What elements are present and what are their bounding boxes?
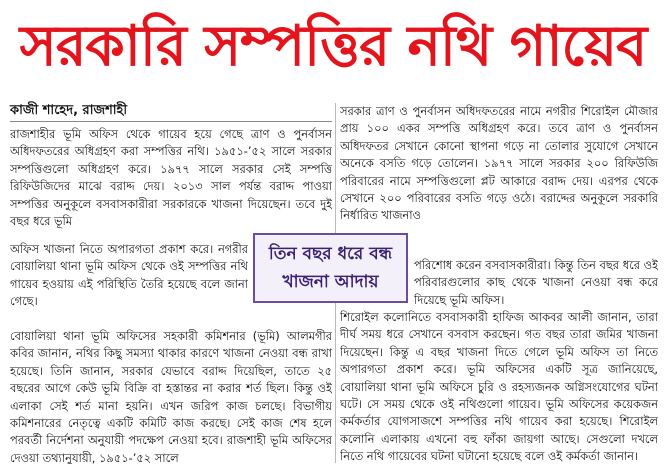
article-body-left-bottom [10, 328, 332, 464]
pull-quote-line-2: খাজনা আদায় [282, 272, 379, 292]
paragraph: বোয়ালিয়া থানা ভূমি অফিসের সহকারী কমিশনার (ভূমি) আলমগীর কবির জানান, নথির কিছু সমস্যা থাকার কারণে খাজনা নেওয়া বন্ধ রাখা হয়েছে। তিনি জানান, সরকার যেভাবে বরাদ্দ দিয়েছিল, তাতে ২৫ বছরের আগে কেউ ভূমি বিক্রি বা হস্তান্তর না করার শর্ত ছিল। কিন্তু ওই এলাকা সেই শর্ত মানা হয়নি। এখন জরিপ কাজ চলছে। বিভাগীয় কমিশনারের নেতৃত্বে একটি কমিটি কাজ করছে। সেই কাজ শেষ হলে পরবর্তী নির্দেশনা অনুযায়ী পদক্ষেপ নেওয়া হবে। রাজশাহী ভূমি অফিসের দেওয়া তথ্যানুযায়ী, ১৯৫১-’৫২ সালে [10, 329, 332, 464]
pull-quote-line-1: তিন বছর ধরে বন্ধ [268, 244, 393, 264]
article-body-right-top [340, 103, 658, 260]
article-body-right-middle [414, 257, 658, 309]
paragraph: সরকার ত্রাণ ও পুনর্বাসন অধিদফতরের নামে নগরীর শিরোইল মৌজার প্রায় ১০০ একর সম্পত্তি অধিগ্রহণ করে। তবে ত্রাণ ও পুনর্বাসন অধিদফতর সেখানে কোনো স্থাপনা গড়ে না তোলার সুযোগে সেখানে অনেকে বসতি গড়ে তোলেন। ১৯৭৭ সালে সরকার ২০০ রিফিউজি পরিবারের নামে সম্পত্তিগুলো প্লট আকারে বরাদ্দ দেয়। এরপর থেকে সেখানে ২০০ পরিবারের বসতি গড়ে ওঠে। বরাদ্দের অনুকূলে সরকারি নির্ধারিত খাজনাও [340, 104, 658, 223]
paragraph: পরিশোধ করেন বসবাসকারীরা। কিন্তু তিন বছর ধরে ওই পরিবারগুলোর কাছ থেকে খাজনা নেওয়া বন্ধ করে দিয়েছে ভূমি অফিস। [414, 258, 658, 307]
paragraph: রাজশাহীর ভূমি অফিস থেকে গায়েব হয়ে গেছে ত্রাণ ও পুনর্বাসন অধিদফতরের অধিগ্রহণ করা সম্পত্তির নথি। ১৯৫১-’৫২ সালে সরকার সম্পত্তিগুলো অধিগ্রহণ করে। ১৯৭৭ সালে সরকার সেই সম্পত্তি রিফিউজিদের মাঝে বরাদ্দ দেয়। ২০১৩ সাল পর্যন্ত বরাদ্দ পাওয়া সম্পত্তির অনুকূলে বসবাসকারীরা সরকারকে খাজনা দিয়েছেন। তবে দুই বছর ধরে ভূমি [10, 127, 332, 229]
article-body-left-top [10, 126, 332, 241]
byline: কাজী শাহেদ, রাজশাহী [10, 101, 332, 122]
article-body-right-bottom [340, 309, 658, 464]
paragraph: শিরোইল কলোনিতে বসবাসকারী হাফিজ আকবর আলী জানান, তারা দীর্ঘ সময় ধরে সেখানে বসবাস করছেন। গত বছর তারা জমির খাজনা দিয়েছেন। কিন্তু এ বছর খাজনা দিতে গেলে ভূমি অফিস তা নিতে অপারগতা প্রকাশ করে। ভূমি অফিসের একটি সূত্র জানিয়েছে, বোয়ালিয়া থানা ভূমি অফিসে চুরি ও রহস্যজনক অগ্নিসংযোগের ঘটনা ঘটে। সে সময় থেকে ওই নথিগুলো গায়েব। ভূমি অফিসের কয়েকজন কর্মকর্তার যোগসাজশে সম্পত্তির নথি গায়েব করা হয়েছে। শিরোইল কলোনি এলাকায় এখনো বহু ফাঁকা জায়গা আছে। সেগুলো দখলে নিতে নথি গায়েবের ঘটনা ঘটানো হয়েছে বলে ওই কর্মকর্তা জানান। [340, 310, 658, 464]
article-body-left-middle [10, 241, 248, 329]
paragraph: অফিস খাজনা নিতে অপারগতা প্রকাশ করে। নগরীর বোয়ালিয়া থানা ভূমি অফিস থেকে ওই সম্পত্তির নথি গায়েব হওয়ায় এই পরিস্থিতি তৈরি হয়েছে বলে জানা গেছে। [10, 242, 248, 309]
headline: সরকারি সম্পত্তির নথি গায়েব [19, 14, 647, 79]
